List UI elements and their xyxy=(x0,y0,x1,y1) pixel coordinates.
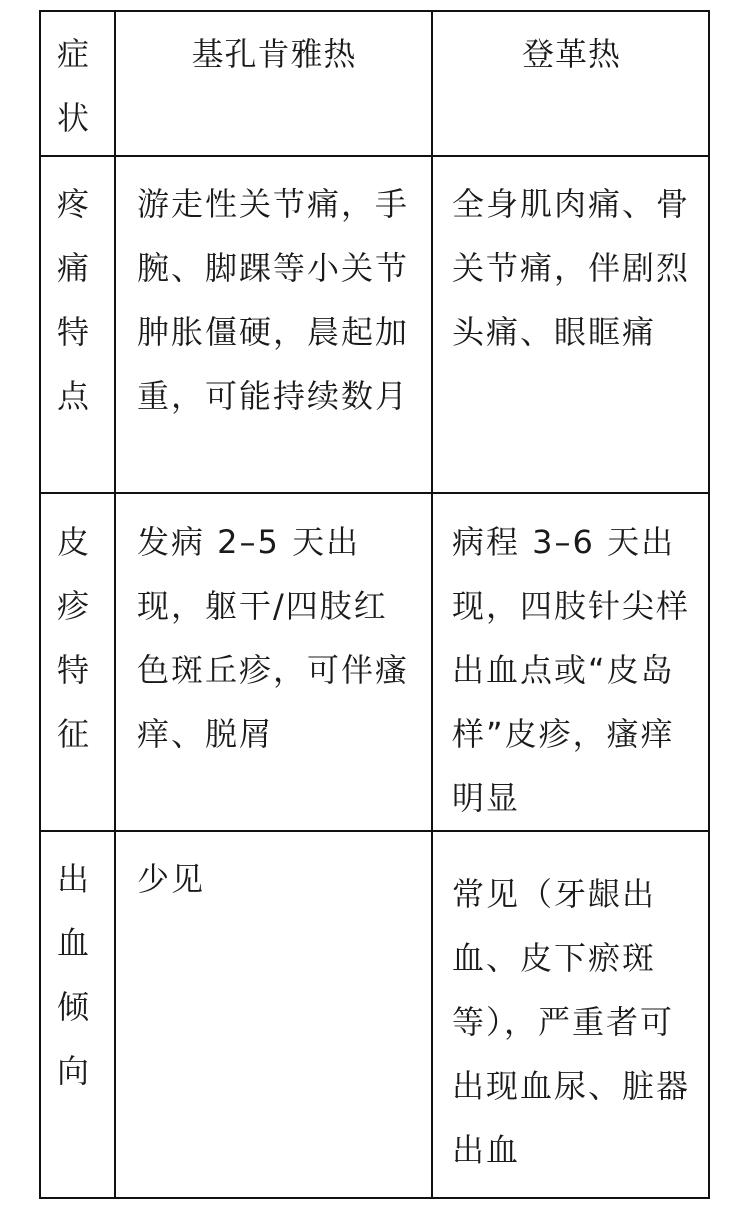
header-symptom: 症状 xyxy=(57,35,90,137)
column-divider xyxy=(114,10,116,1199)
cell-dengue-rash: 病程 3–6 天出现，四肢针尖样出血点或“皮岛样”皮疹，瘙痒明显 xyxy=(452,523,691,817)
cell-dengue-pain: 全身肌肉痛、骨关节痛，伴剧烈头痛、眼眶痛 xyxy=(452,185,691,351)
cell-dengue-bleeding: 常见（牙龈出血、皮下瘀斑等），严重者可出现血尿、脏器出血 xyxy=(452,875,691,1169)
row-divider xyxy=(39,830,710,832)
cell-chikungunya-rash: 发病 2–5 天出现，躯干/四肢红色斑丘疹，可伴瘙痒、脱屑 xyxy=(137,523,410,753)
column-divider xyxy=(431,10,433,1199)
header-dengue: 登革热 xyxy=(521,35,621,73)
cell-chikungunya-pain: 游走性关节痛，手腕、脚踝等小关节肿胀僵硬，晨起加重，可能持续数月 xyxy=(137,185,410,415)
row-label-rash: 皮疹特征 xyxy=(57,523,90,753)
row-label-pain: 疼痛特点 xyxy=(57,185,90,415)
row-label-bleeding: 出血倾向 xyxy=(57,860,90,1090)
cell-chikungunya-bleeding: 少见 xyxy=(137,860,206,898)
row-divider xyxy=(39,492,710,494)
header-chikungunya: 基孔肯雅热 xyxy=(191,35,357,73)
row-divider xyxy=(39,155,710,157)
